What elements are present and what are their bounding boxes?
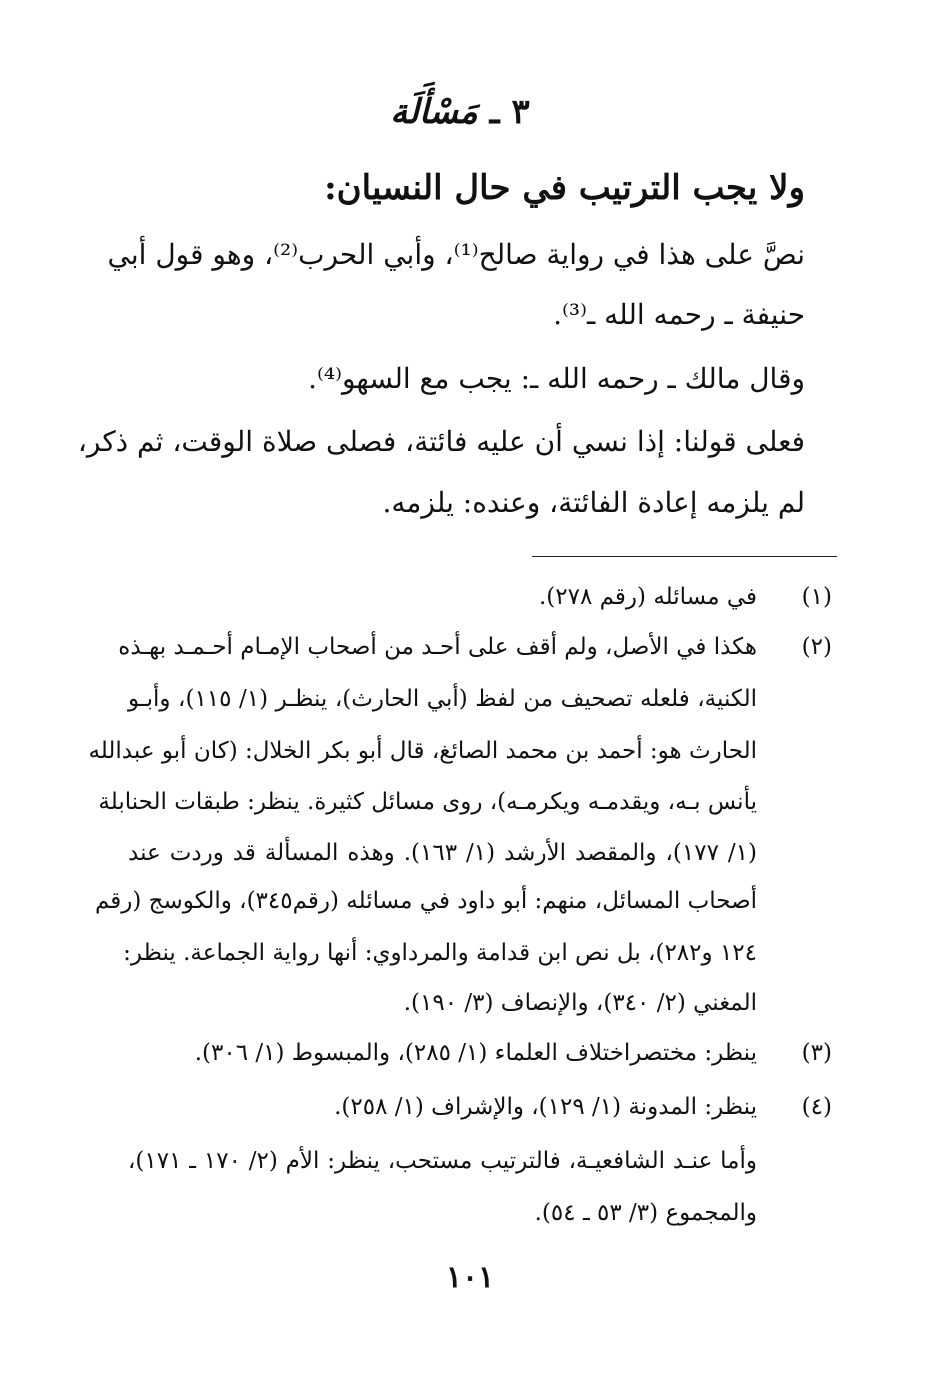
body-line: وقال مالك ـ رحمه الله ـ: يجب مع السهو⁽⁴⁾. [308,362,805,395]
page-number: ١٠١ [445,1260,495,1295]
footnote-number: (٣) [801,1040,832,1066]
section-heading [330,92,590,132]
footnote-line: هكذا في الأصل، ولم أقف على أحـد من أصحاب الإمـام أحـمـد بهـذه [118,634,757,660]
footnote-number: (١) [801,584,832,610]
section-title-word: مَسْأَلَة [390,92,478,132]
footnote-number: (٢) [801,634,832,660]
footnote-continuation-line: والمجموع (٣/ ٥٣ ـ ٥٤). [534,1200,757,1226]
footnote-line: الحارث هو: أحمد بن محمد الصائغ، قال أبو بكر الخلال: (كان أبو عبدالله [88,738,757,764]
body-line: لم يلزمه إعادة الفائتة، وعنده: يلزمه. [382,486,805,519]
section-number: ٣ ـ [489,92,530,132]
body-line: حنيفة ـ رحمه الله ـ⁽³⁾. [553,298,805,331]
footnote-number: (٤) [801,1094,832,1120]
footnote-line: ١٢٤ و٢٨٢)، بل نص ابن قدامة والمرداوي: أنها رواية الجماعة. ينظر: [123,940,757,966]
footnote-line: ينظر: مختصراختلاف العلماء (١/ ٢٨٥)، والمبسوط (١/ ٣٠٦). [194,1040,757,1066]
body-line: نصَّ على هذا في رواية صالح⁽¹⁾، وأبي الحرب⁽²⁾، وهو قول أبي [107,238,805,271]
body-line: فعلى قولنا: إذا نسي أن عليه فائتة، فصلى صلاة الوقت، ثم ذكر، [77,425,805,458]
footnote-continuation-line: وأما عنـد الشافعيـة، فالترتيب مستحب، ينظر: الأم (٢/ ١٧٠ ـ ١٧١)، [128,1148,757,1174]
footnote-line: المغني (٢/ ٣٤٠)، والإنصاف (٣/ ١٩٠). [403,990,757,1016]
subheading: ولا يجب الترتيب في حال النسيان: [324,168,805,208]
footnote-line: يأنس بـه، ويقدمـه ويكرمـه)، روى مسائل كثيرة. ينظر: طبقات الحنابلة [98,789,757,815]
footnote-line: الكنية، فلعله تصحيف من لفظ (أبي الحارث)، ينظـر (١/ ١١٥)، وأبـو [128,686,757,712]
footnote-line: (١/ ١٧٧)، والمقصد الأرشد (١/ ١٦٣). وهذه المسألة قد وردت عند [128,840,758,866]
footnote-line: أصحاب المسائل، منهم: أبو داود في مسائله (رقم٣٤٥)، والكوسج (رقم [94,888,757,914]
footnote-line: ينظر: المدونة (١/ ١٢٩)، والإشراف (١/ ٢٥٨). [334,1094,757,1120]
footnote-line: في مسائله (رقم ٢٧٨). [538,584,757,610]
footnote-divider [532,556,837,557]
